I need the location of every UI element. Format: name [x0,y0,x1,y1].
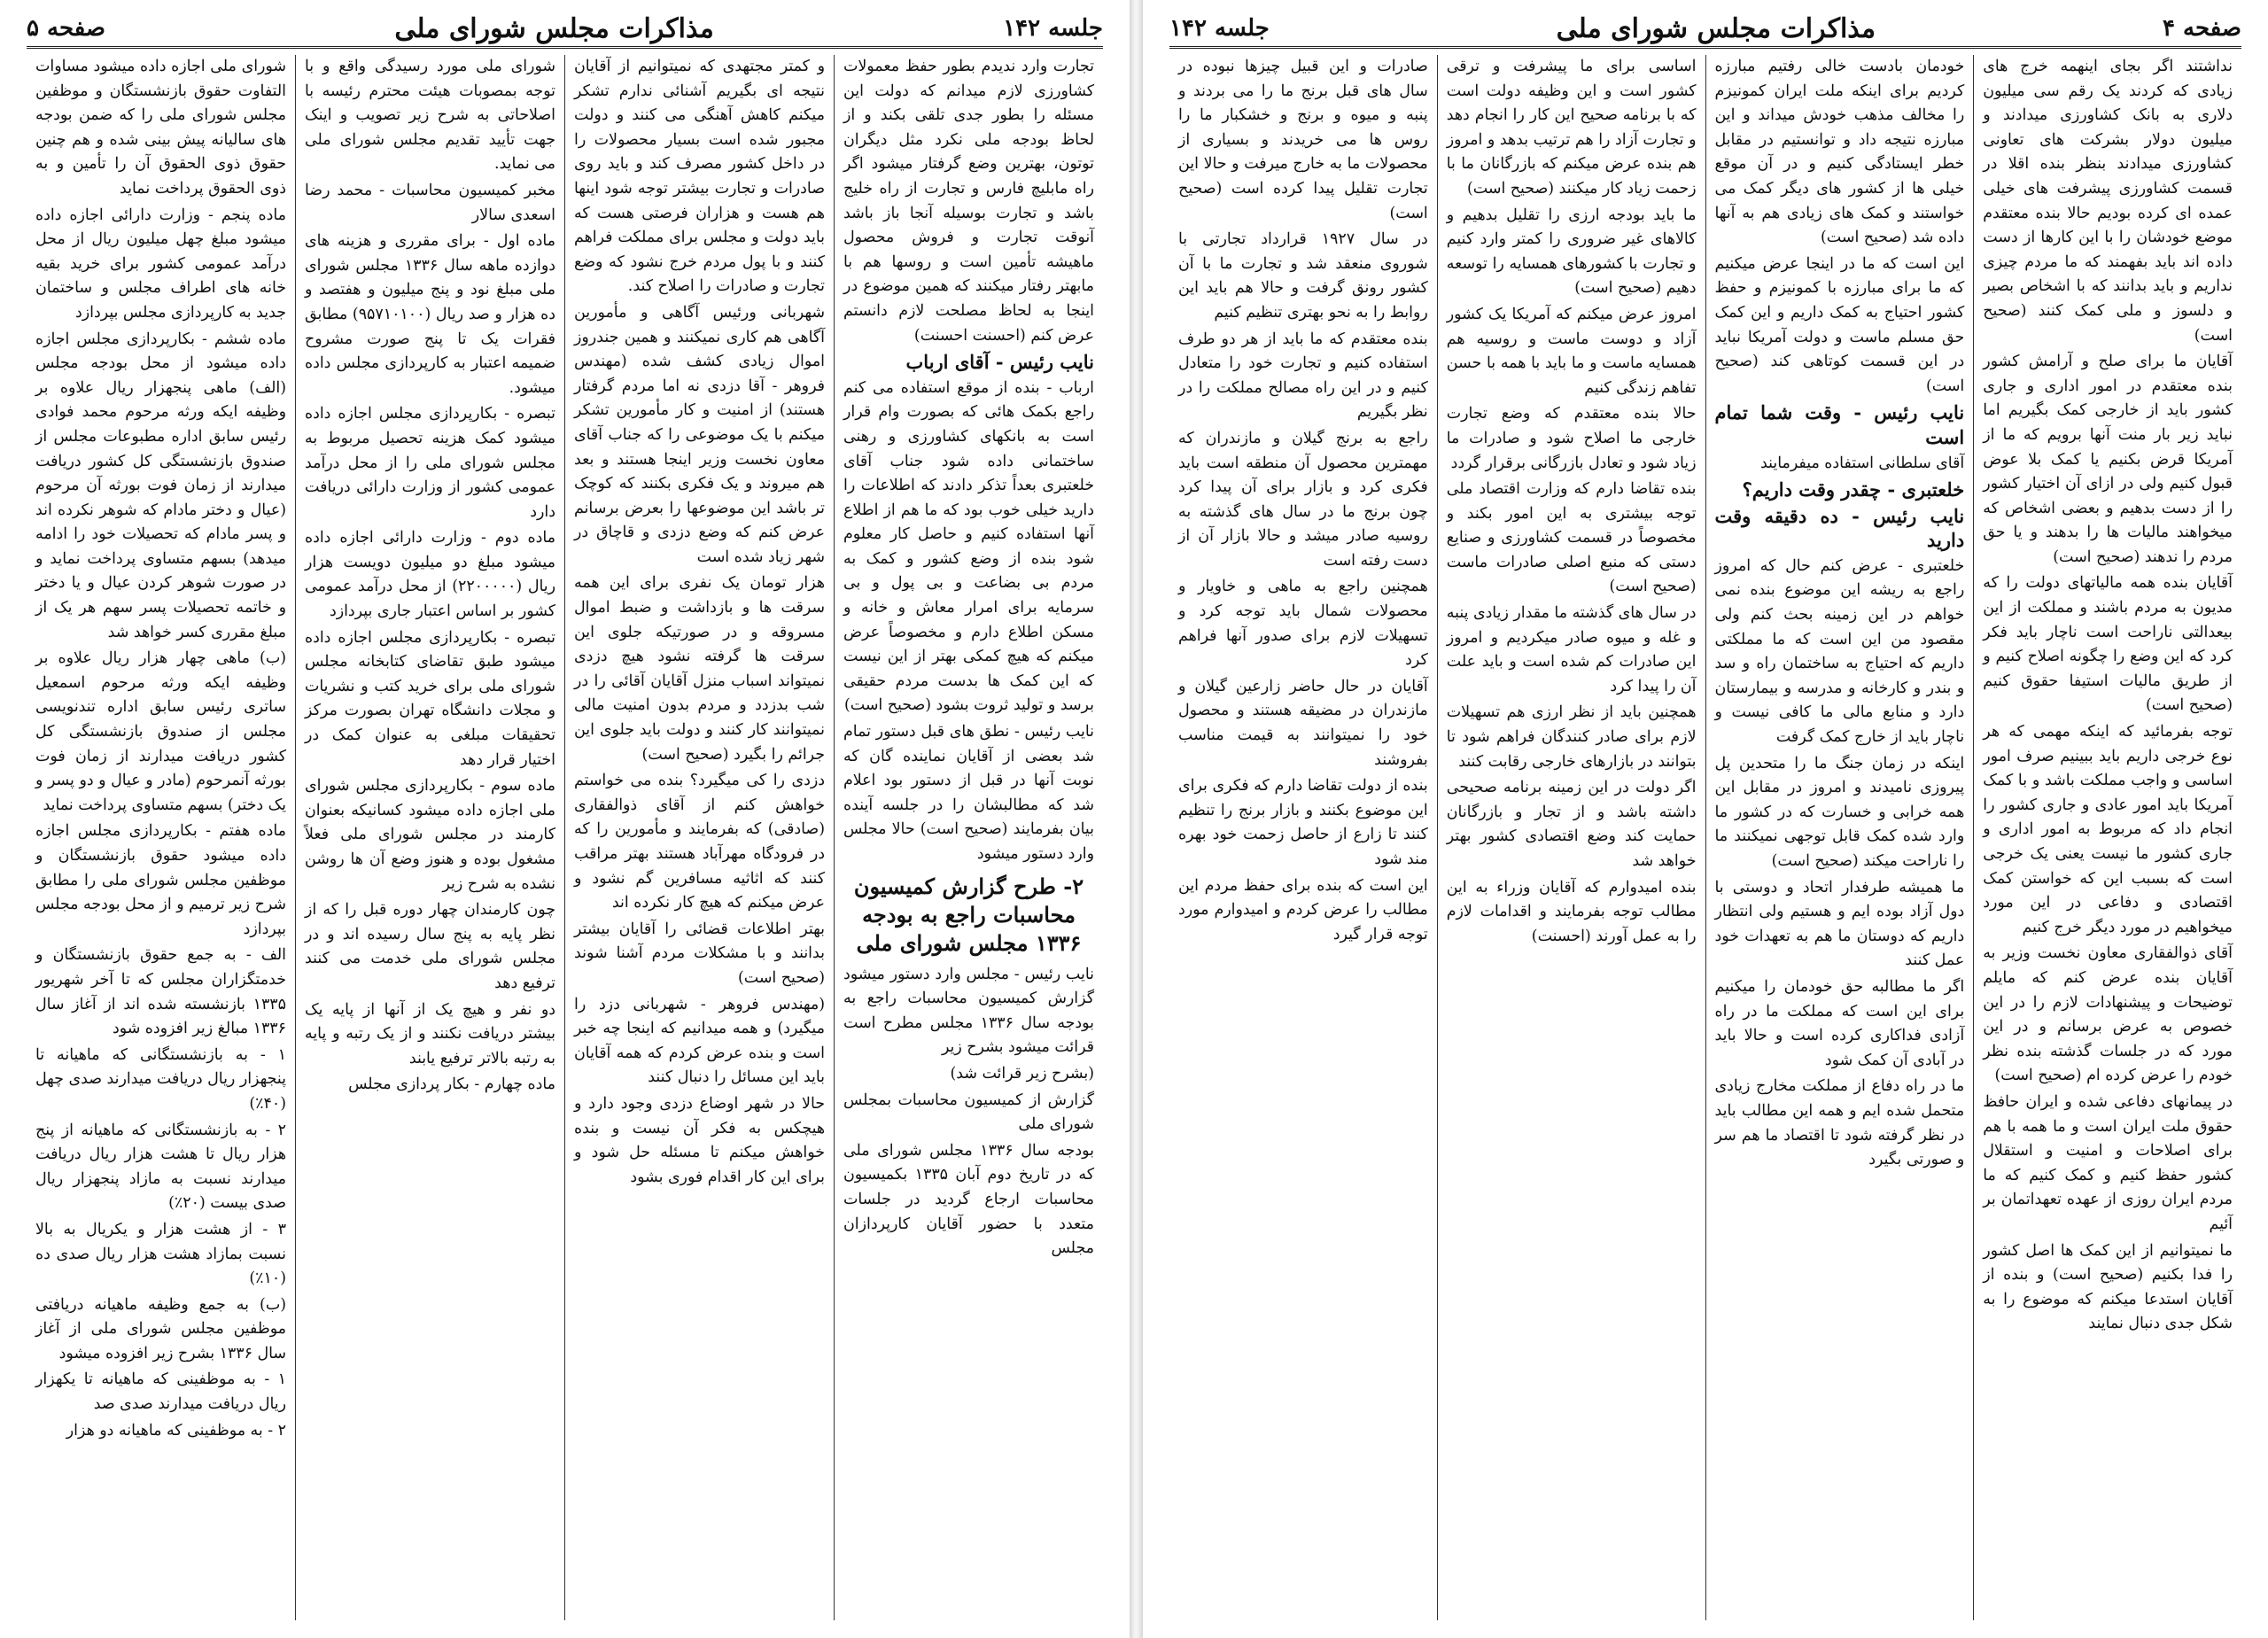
page-gutter [1130,0,1143,1638]
paragraph: راجع به برنج گیلان و مازندران که مهمترین محصول آن منطقه است باید فکری کرد و بازار برای آن پیدا کرد چون برنج ما در سال های گذشته به روسیه صادر میشد و حالا بازار آن از دست رفته است [1178,429,1428,570]
paragraph: اساسی برای ما پیشرفت و ترقی کشور است و این وظیفه دولت است که با برنامه صحیح این کار را انجام دهد و تجارت آزاد را هم ترتیب بدهد و امروز هم بنده عرض میکنم که بازرگانان ما با زحمت زیاد کار میکنند (صحیح است) [1446,58,1697,198]
paragraph: در سال ۱۹۲۷ قرارداد تجارتی با شوروی منعقد شد و تجارت ما با آن کشور رونق گرفت و حالا هم باید این روابط را به نحو بهتری تنظیم کنیم [1178,230,1428,322]
right-page [1143,0,2268,1638]
paragraph: بهتر اطلاعات قضائی را آقایان بیشتر بدانند و با مشکلات مردم آشنا شوند (صحیح است) [574,920,825,987]
page-number: صفحه ۵ [27,15,105,42]
paragraph: صادرات و این قبیل چیزها نبوده در سال های قبل برنج ما را می بردند و پنبه و میوه و برنج و خشکبار ما را روس ها می خریدند و بسیاری از محصولات ما به خارج میرفت و حالا این تجارت تقلیل پیدا کرده است (صحیح است) [1178,58,1428,222]
paragraph: ۱ - به موظفینی که ماهیانه تا یکهزار ریال دریافت میدارند صدی صد [35,1370,286,1414]
paragraph: بودجه سال ۱۳۳۶ مجلس شورای ملی که در تاریخ دوم آبان ۱۳۳۵ بکمیسیون محاسبات ارجاع گردید در جلسات متعدد با حضور آقایان کارپردازان مجلس [843,1141,1094,1258]
paragraph: تجارت وارد ندیدم بطور حفظ معمولات کشاورزی لازم میدانم که دولت این مسئله را بطور جدی تلقی بکند و از لحاظ بودجه ملی نکرد مثل دیگران توتون، بهترین وضع گرفتار میشود اگر راه مابلیچ فارس و تجارت از راه خلیج باشد و تجارت بوسیله آنجا باز باشد آنوقت تجارت و فروش محصول ماهیشه تأمین است و روسها هم با مابهتر رفتار میکنند که همین موضوع در اینجا به لحاظ مصلحت لازم دانستم عرض کنم (احسنت احسنت) [843,58,1094,345]
text-column [1437,55,1705,1620]
paragraph: نایب رئیس - ده دقیقه وقت دارید [1714,504,1965,552]
paragraph: گزارش از کمیسیون محاسبات بمجلس شورای ملی [843,1091,1094,1134]
text-column [834,55,1103,1620]
paragraph: نایب رئیس - وقت شما تمام است [1714,401,1965,448]
paragraph: ماده سوم - بکارپردازی مجلس شورای ملی اجازه داده میشود کسانیکه بعنوان کارمند در مجلس شورای ملی فعلاً مشغول بوده و هنوز وضع آن ها روشن نشده به شرح زیر [305,777,555,893]
paragraph: خودمان بادست خالی رفتیم مبارزه کردیم برای اینکه ملت ایران کمونیزم را مخالف مذهب خودش میداند و این مبارزه نتیجه داد و توانستیم در مقابل خطر ایستادگی کنیم و در آن موقع خیلی ها از کشور های دیگر کمک می خواستند و کمک های زیادی هم به آنها داده شد (صحیح است) [1714,58,1965,247]
paragraph: ۲- طرح گزارش کمیسیون محاسبات راجع به بودجه ۱۳۳۶ مجلس شورای ملی [853,873,1084,956]
paragraph: بنده تقاضا دارم که وزارت اقتصاد ملی توجه بیشتری به این امور بکند و مخصوصاً در قسمت کشاورزی و صنایع دستی که منبع اصلی صادرات ماست (صحیح است) [1446,480,1697,596]
paragraph: تبصره - بکارپردازی مجلس اجازه داده میشود کمک هزینه تحصیل مربوط به مجلس شورای ملی را از محل درآمد عمومی کشور از وزارت دارائی دریافت دارد [305,405,555,521]
paragraph: ارباب - بنده از موقع استفاده می کنم راجع بکمک هائی که بصورت وام قرار است به بانکهای کشاورزی و رهنی ساختمانی داده شود جناب آقای خلعتبری بعداً تذکر دادند که اطلاعات را دارید خیلی خوب بود که ما هم از اطلاع آنها استفاده کنیم و حاصل کار معلوم شود بنده از وضع کشور و کمک به مردم بی بضاعت و بی پول و بی سرمایه برای امرار معاش و خانه و مسکن اطلاع دارم و مخصوصاً عرض میکنم که هیچ کمکی بهتر از این نیست که این کمک ها بدست مردم حقیقی برسد و تولید ثروت بشود (صحیح است) [843,378,1094,715]
text-column [564,55,834,1620]
paragraph: ماده چهارم - بکار پردازی مجلس [348,1075,555,1094]
paragraph: آقایان بنده همه مالیاتهای دولت را که مدیون به مردم باشند و مملکت از این بیعدالتی ناراحت است ناچار باید فکر کرد که این وضع را چگونه اصلاح کنیم و از طریق مالیات استیفا حقوق کنیم (صحیح است) [1983,574,2233,715]
paragraph: همچنین باید از نظر ارزی هم تسهیلات لازم برای صادر کنندگان فراهم شود تا بتوانند در بازارهای خارجی رقابت کنند [1446,703,1697,771]
paragraph: نایب رئیس - مجلس وارد دستور میشود گزارش کمیسیون محاسبات راجع به بودجه سال ۱۳۳۶ مجلس مطرح است قرائت میشود بشرح زیر [843,965,1094,1057]
publication-title: مذاکرات مجلس شورای ملی [394,12,714,44]
paragraph: ماده ششم - بکارپردازی مجلس اجازه داده میشود از محل بودجه مجلس (الف) ماهی پنجهزار ریال علاوه بر وظیفه ایکه ورثه مرحوم محمد فوادی رئیس سابق اداره مطبوعات مجلس از صندوق بازنشستگی کل کشور دریافت میدارند از زمان فوت بورثه آن مرحوم (عیال و دختر مادام که شوهر نکرده اند و پسر مادام که تحصیلات خود را ادامه میدهد) بسهم متساوی پرداخت نماید و در صورت شوهر کردن عیال و یا دختر و خاتمه تحصیلات پسر سهم هر یک از مبلغ مقرری کسر خواهد شد [35,330,286,641]
paragraph: نایب رئیس - نطق های قبل دستور تمام شد بعضی از آقایان نماینده گان که نوبت آنها در قبل از دستور بود اعلام شد که مطالبشان را در جلسه آینده بیان بفرمایند (صحیح است) حالا مجلس وارد دستور میشود [843,723,1094,863]
paragraph: و کمتر مجتهدی که نمیتوانیم از آقایان نتیجه ای بگیریم آشنائی ندارم تشکر میکنم کاهش آهنگی می کنند و دولت مجبور شده است بسیار محصولات را در داخل کشور مصرف کند و باید روی صادرات و تجارت بیشتر توجه شود اینها هم هست و هزاران فرصتی هست که باید دولت و مجلس برای مملکت فراهم کنند و با پول مردم خرج نشود که وضع تجارت و صادرات را اصلاح کند. [574,58,825,296]
paragraph: آقای ذوالفقاری معاون نخست وزیر به آقایان بنده عرض کنم که مایلم توضیحات و پیشنهادات لازم را در این خصوص به عرض برسانم و در این مورد که در جلسات گذشته بنده نظر خودم را عرض کرده ام (صحیح است) [1983,944,2233,1085]
paragraph: بنده معتقدم که ما باید از هر دو طرف استفاده کنیم و تجارت خود را متعادل کنیم و در این راه مصالح مملکت را در نظر بگیریم [1178,330,1428,422]
paragraph: ۱ - به بازنشستگانی که ماهیانه تا پنجهزار ریال دریافت میدارند صدی چهل (۴۰٪) [35,1045,286,1113]
paragraph: توجه بفرمائید که اینکه مهمی که هر نوع خرجی داریم باید ببینیم صرف امور اساسی و واجب مملکت باشد و با کمک آمریکا باید امور عادی و جاری کشور را انجام داد که مربوط به امور اداری و جاری کشور ما نیست یعنی یک خرجی است که بسبب این که خواستن کمک اقتصادی و دفاعی در این مورد میخواهیم در مورد دیگر خرج کنیم [1983,723,2233,936]
paragraph: این است که بنده برای حفظ مردم این مطالب را عرض کردم و امیدوارم مورد توجه قرار گیرد [1178,876,1428,943]
publication-title: مذاکرات مجلس شورای ملی [1556,12,1876,44]
text-column [1973,55,2241,1620]
paragraph: شهربانی ورئیس آگاهی و مأمورین آگاهی هم کاری نمیکنند و همین جندروز اموال زیادی کشف شده (مهندس فروهر - آقا دزدی نه اما مردم گرفتار هستند) از امنیت و کار مأمورین تشکر میکنم با یک موضوعی را که جناب آقای معاون نخست وزیر اینجا هستند و بعد هم میروند و یک فکری بکنند که کوچک تر باشد این موضوعها را بعرض برسانم عرض کنم که وضع دزدی و قاچاق در شهر زیاد شده است [574,303,825,566]
paragraph: اگر ما مطالبه حق خودمان را میکنیم برای این است که مملکت ما در راه آزادی فداکاری کرده است و حالا باید در آبادی آن کمک شود [1714,977,1965,1069]
left-page [0,0,1130,1638]
left-page-columns [27,55,1103,1620]
paragraph: ۳ - از هشت هزار و یکریال به بالا نسبت بمازاد هشت هزار ریال صدی ده (۱۰٪) [35,1220,286,1288]
paragraph: حالا در شهر اوضاع دزدی وجود دارد و هیچکس به فکر آن نیست و بنده خواهش میکنم تا مسئله حل شود و برای این کار اقدام فوری بشود [574,1094,825,1186]
paragraph: دو نفر و هیچ یک از آنها از پایه یک بیشتر دریافت نکنند و از یک رتبه و پایه به رتبه بالاتر ترفیع یابند [305,1000,555,1067]
paragraph: در سال های گذشته ما مقدار زیادی پنبه و غله و میوه صادر میکردیم و امروز این صادرات کم شده است و باید علت آن را پیدا کرد [1446,604,1697,695]
paragraph: اگر دولت در این زمینه برنامه صحیحی داشته باشد و از تجار و بازرگانان حمایت کند وضع اقتصادی کشور بهتر خواهد شد [1446,779,1697,870]
paragraph: ۲ - به موظفینی که ماهیانه دو هزار [66,1421,286,1440]
paragraph: ۲ - به بازنشستگانی که ماهیانه از پنج هزار ریال تا هشت هزار ریال دریافت میدارند نسبت به مازاد پنجهزار ریال صدی بیست (۲۰٪) [35,1121,286,1213]
paragraph: شورای ملی اجازه داده میشود مساوات التفاوت حقوق بازنشستگان و موظفین مجلس شورای ملی را که ضمن بودجه های سالیانه پیش بینی شده و هم چنین حقوق ذوی الحقوق آن را تأمین و به ذوی الحقوق پرداخت نماید [35,58,286,198]
paragraph: امروز عرض میکنم که آمریکا یک کشور آزاد و دوست ماست و روسیه هم همسایه ماست و ما باید با همه با حسن تفاهم زندگی کنیم [1446,305,1697,397]
paragraph: آقایان در حال حاضر زارعین گیلان و مازندران در مضیقه هستند و محصول خود را نمیتوانند به قیمت مناسب بفروشند [1178,677,1428,769]
paragraph: ما نمیتوانیم از این کمک ها اصل کشور را فدا بکنیم (صحیح است) و بنده از آقایان استدعا میکنم که موضوع را به شکل جدی دنبال نمایند [1983,1241,2233,1333]
paragraph: بنده از دولت تقاضا دارم که فکری برای این موضوع بکنند و بازار برنج را تنظیم کنند تا زارع از حاصل زحمت خود بهره مند شود [1178,777,1428,868]
paragraph: ماده هفتم - بکارپردازی مجلس اجازه داده میشود حقوق بازنشستگان و موظفین مجلس شورای ملی را مطابق شرح زیر ترمیم و از محل بودجه مجلس بپردازد [35,822,286,938]
paragraph: همچنین راجع به ماهی و خاویار و محصولات شمال باید توجه کرد و تسهیلات لازم برای صدور آنها فراهم کرد [1178,578,1428,670]
paragraph: آقایان ما برای صلح و آرامش کشور بنده معتقدم در امور اداری و جاری کشور باید از خارجی کمک بگیریم اما نباید زیر بار منت آنها برویم که ما از آمریکا قرض بکنیم یا کمک بلا عوض قبول کنیم ولی در ازای آن اختیار کشور را از دست بدهیم و بعضی اشخاص که میخواهند مالیات ها را بدهند و یا حق مردم را ندهند (صحیح است) [1983,353,2233,566]
paragraph: (بشرح زیر قرائت شد) [950,1064,1094,1083]
paragraph: نایب رئیس - آقای ارباب [905,351,1094,374]
paragraph: آقای سلطانی استفاده میفرمایند [1759,454,1965,472]
left-page-header [27,11,1103,49]
paragraph: ما همیشه طرفدار اتحاد و دوستی با دول آزاد بوده ایم و هستیم ولی انتظار داریم که دوستان ما هم به تعهدات خود عمل کنند [1714,878,1965,970]
paragraph: خلعتبری - چقدر وقت داریم؟ [1742,478,1965,501]
paragraph: (مهندس فروهر - شهربانی دزد را میگیرد) و همه میدانیم که اینجا چه خبر است و بنده عرض کردم که همه آقایان باید این مسائل را دنبال کنند [574,995,825,1087]
text-column [295,55,564,1620]
paragraph: (ب) به جمع وظیفه ماهیانه دریافتی موظفین مجلس شورای ملی از آغاز سال ۱۳۳۶ بشرح زیر افزوده میشود [35,1295,286,1362]
paragraph: نداشتند اگر بجای اینهمه خرج های زیادی که کردند یک رقم سی میلیون دلاری به بانک کشاورزی میدادند و میلیون دولار بشرکت های تعاونی کشاورزی میدادند بنظر بنده اقلا در قسمت کشاورزی پیشرفت های خیلی عمده ای کرده بودیم حالا بنده معتقدم موضع خودشان را با این کارها از دست داده اند باید بفهمند که ما مردم چیزی نداریم و باید بدانند که با اشخاص بصیر و دلسوز و ملی کمک کنند (صحیح است) [1983,58,2233,345]
paragraph: ماده دوم - وزارت دارائی اجازه داده میشود مبلغ دو میلیون دویست هزار ریال (۲۲۰۰۰۰۰) از محل درآمد عمومی کشور بر اساس اعتبار جاری بپردازد [305,529,555,621]
right-page-header [1169,11,2241,49]
paragraph: چون کارمندان چهار دوره قبل را که از نظر پایه به پنج سال رسیده اند و در مجلس شورای ملی خدمت می کنند ترفیع دهد [305,901,555,992]
right-page-columns [1169,55,2241,1620]
paragraph: ماده اول - برای مقرری و هزینه های دوازده ماهه سال ۱۳۳۶ مجلس شورای ملی مبلغ نود و پنج میلیون و هفتصد و ده هزار و صد ریال (۹۵۷۱۰۱۰۰) مطابق فقرات یک تا پنج صورت مشروح ضمیمه اعتبار به کارپردازی مجلس داده میشود. [305,232,555,397]
paragraph: شورای ملی مورد رسیدگی واقع و با توجه بمصوبات هیئت محترم رئیسه با اصلاحاتی به شرح زیر تصویب و اینک جهت تأیید تقدیم مجلس شورای ملی می نماید. [305,58,555,174]
paragraph: حالا بنده معتقدم که وضع تجارت خارجی ما اصلاح شود و صادرات ما زیاد شود و تعادل بازرگانی برقرار گردد [1446,405,1697,472]
session-label: جلسه ۱۴۲ [1003,15,1103,42]
paragraph: (ب) ماهی چهار هزار ریال علاوه بر وظیفه ایکه ورثه مرحوم اسمعیل ساتری رئیس سابق اداره تندنویسی مجلس از صندوق بازنشستگی کل کشور دریافت میدارند از زمان فوت بورثه آنمرحوم (مادر و عیال و دو پسر و یک دختر) بسهم متساوی پرداخت نماید [35,649,286,814]
paragraph: خلعتبری - عرض کنم حال که امروز راجع به ریشه این موضوع بنده نمی خواهم در این زمینه بحث کنم ولی مقصود من این است که ما مملکتی داریم که احتیاج به ساختمان راه و سد و بندر و کارخانه و مدرسه و بیمارستان دارد و منابع مالی ما کافی نیست و ناچار باید از خارج کمک گرفت [1714,556,1965,747]
paragraph: تبصره - بکارپردازی مجلس اجازه داده میشود طبق تقاضای کتابخانه مجلس شورای ملی برای خرید کتب و نشریات و مجلات دانشگاه تهران بصورت مرکز تحقیقات مبلغی به عنوان کمک در اختیار قرار دهد [305,628,555,769]
text-column [1169,55,1437,1620]
paragraph: ماده پنجم - وزارت دارائی اجازه داده میشود مبلغ چهل میلیون ریال از محل درآمد عمومی کشور برای خرید بقیه خانه های اطراف مجلس و ساختمان جدید به کارپردازی مجلس بپردازد [35,206,286,322]
paragraph: اینکه در زمان جنگ ما را متحدین پل پیروزی نامیدند و امروز در مقابل این همه خرابی و خسارت که در کشور ما وارد شده کمک قابل توجهی نمیکنند ما را ناراحت میکند (صحیح است) [1714,754,1965,870]
paragraph: در پیمانهای دفاعی شده و ایران حافظ حقوق ملت ایران است و ما همه با هم برای اصلاحات و امنیت و استقلال کشور حفظ کنیم و کمک کنیم که ما مردم ایران روزی از عهده تعهداتمان بر آئیم [1983,1092,2233,1233]
paragraph: ما در راه دفاع از مملکت مخارج زیادی متحمل شده ایم و همه این مطالب باید در نظر گرفته شود تا اقتصاد ما هم سر و صورتی بگیرد [1714,1077,1965,1169]
paragraph: دزدی را کی میگیرد؟ بنده می خواستم خواهش کنم از آقای ذوالفقاری (صادقی) که بفرمایند و مأمورین را که در فرودگاه مهرآباد هستند بهتر مراقب کنند که اثاثیه مسافرین گم نشود و عرض میکنم که هیچ کار نکرده اند [574,772,825,912]
text-column [27,55,295,1620]
page-number: صفحه ۴ [2163,15,2241,42]
text-column [1705,55,1974,1620]
paragraph: ما باید بودجه ارزی را تقلیل بدهیم و کالاهای غیر ضروری را کمتر وارد کنیم و تجارت با کشورهای همسایه را توسعه دهیم (صحیح است) [1446,206,1697,298]
paragraph: این است که ما در اینجا عرض میکنیم که ما برای مبارزه با کمونیزم و حفظ کشور احتیاج به کمک داریم و این کمک حق مسلم ماست و دولت آمریکا نباید در این قسمت کوتاهی کند (صحیح است) [1714,254,1965,395]
session-label: جلسه ۱۴۲ [1169,15,1270,42]
paragraph: الف - به جمع حقوق بازنشستگان و خدمتگزاران مجلس که تا آخر شهریور ۱۳۳۵ بازنشسته شده اند از آغاز سال ۱۳۳۶ مبالغ زیر افزوده شود [35,946,286,1038]
paragraph: هزار تومان یک نفری برای این همه سرقت ها و بازداشت و ضبط اموال مسروقه و در صورتیکه جلوی این سرقت ها گرفته نشود هیچ دزدی نمیتواند اسباب منزل آقایان آقائی را در شب بدزدد و مردم بدون امنیت مالی نمیتوانند کار کنند و دولت باید جلوی این جرائم را بگیرد (صحیح است) [574,574,825,764]
paragraph: مخبر کمیسیون محاسبات - محمد رضا اسعدی سالار [305,181,555,224]
paragraph: بنده امیدوارم که آقایان وزراء به این مطالب توجه بفرمایند و اقدامات لازم را به عمل آورند (احسنت) [1446,878,1697,945]
